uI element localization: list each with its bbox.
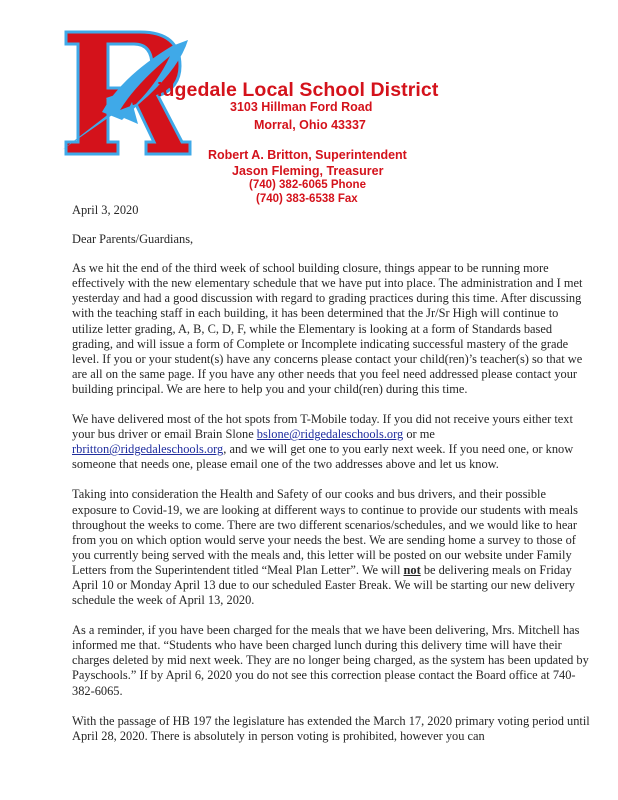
address-street: 3103 Hillman Ford Road: [230, 100, 373, 114]
district-name: idgedale Local School District: [157, 79, 439, 101]
letter-body: [72, 203, 592, 759]
fax-number: (740) 383-6538 Fax: [256, 193, 358, 205]
treasurer-name: Jason Fleming, Treasurer: [232, 164, 384, 178]
paragraph-voting: With the passage of HB 197 the legislature has extended the March 17, 2020 primary voting period until April 28, 2020. There is absolutely in person voting is prohibited, however you can: [72, 713, 590, 743]
email-link-bslone[interactable]: bslone@ridgedaleschools.org: [256, 427, 404, 442]
meals-text-2: be delivering meals on Friday April 10 or Monday April 13 due to our scheduled Easter Break. We will be starting our new delivery schedule the week of April 13, 2020.: [72, 562, 575, 608]
paragraph-grading: As we hit the end of the third week of school building closure, things appear to be running more effectively with the new elementary schedule that we have put into place. The administration and I met yesterday and had a good discussion with regard to grading practices during this time. After discussing with the teaching staff in each building, it has been determined that the Jr/Sr High will continue to utilize letter grading, A, B, C, D, F, while the Elementary is looking at a form of Standards based grading, and will issue a form of Complete or Incomplete indicating successful mastery of the grade level. If you or your student(s) have any concerns please contact your child(ren)’s teacher(s) so that we are all on the same page. If you have any other needs that you feel need addressed please contact your building principal. We are here to help you and your child(ren) during this time.: [72, 261, 583, 396]
address-city: Morral, Ohio 43337: [254, 118, 366, 132]
salutation: Dear Parents/Guardians,: [72, 232, 194, 247]
paragraph-hotspots: [72, 412, 592, 472]
hotspots-text-2: or me: [403, 427, 435, 442]
superintendent-name: Robert A. Britton, Superintendent: [208, 148, 407, 162]
letterhead: [0, 0, 618, 205]
paragraph-meals: [72, 487, 592, 608]
email-link-rbritton[interactable]: rbritton@ridgedaleschools.org: [72, 442, 224, 457]
hotspots-text-3: , and we will get one to you early next week. If you need one, or know someone that needs one, please email one of the two addresses above and let us know.: [72, 442, 574, 472]
meals-text-1: Taking into consideration the Health and Safety of our cooks and bus drivers, and their possible exposure to Covid-19, we are looking at different ways to continue to provide our students with meals throughout the weeks to come. There are two different scenarios/schedules, and we would like to hear from you on which option would serve your needs the best. We are sending home a survey to those of you currently being served with the meals and, this letter will be posted on our website under Family Letters from the Superintendent titled “Meal Plan Letter”. We will: [72, 487, 578, 577]
phone-number: (740) 382-6065 Phone: [249, 179, 366, 191]
paragraph-charges: As a reminder, if you have been charged for the meals that we have been delivering, Mrs. Mitchell has informed me that. “Students who have been charged lunch during this delivery time will have their charges deleted by mid next week. They are no longer being charged, as the system has been updated by Payschools.” If by April 6, 2020 you do not see this correction please contact the Board office at 740-382-6065.: [72, 623, 589, 698]
hotspots-text-1: We have delivered most of the hot spots from T-Mobile today. If you did not receive yours either text your bus driver or email Brain Slone: [72, 412, 573, 442]
emphasis-not: not: [403, 562, 421, 577]
letter-date: April 3, 2020: [72, 203, 139, 217]
